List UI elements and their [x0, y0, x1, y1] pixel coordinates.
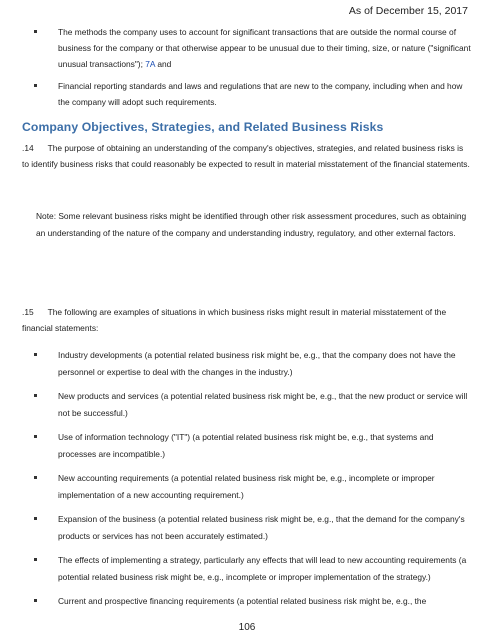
bullet-text: Financial reporting standards and laws and regulations that are new to the company, including when and how the company will adopt such requirements. [58, 81, 463, 107]
bullet-icon [34, 353, 37, 356]
bullet-icon [34, 599, 37, 602]
bullet-text: New accounting requirements (a potential related business risk might be, e.g., incomplete or improper implementation of a new accounting requirement.) [58, 473, 435, 500]
list-item [34, 552, 474, 585]
paragraph-number: .14 [22, 143, 34, 153]
footnote-link[interactable]: 7A [145, 59, 156, 69]
bullet-text: Current and prospective financing requirements (a potential related business risk might be, e.g., the [58, 596, 427, 606]
list-item [34, 470, 474, 503]
paragraph-text: The purpose of obtaining an understanding of the company's objectives, strategies, and related business risks is to identify business risks that could reasonably be expected to result in material misstatement of the financial statements. [22, 143, 470, 169]
paragraph-number: .15 [22, 307, 34, 317]
list-item [34, 24, 474, 72]
list-item [34, 429, 474, 462]
as-of-date: As of December 15, 2017 [348, 5, 468, 17]
bullet-text: Use of information technology ("IT") (a potential related business risk might be, e.g., that systems and processes are incompatible.) [58, 432, 434, 459]
paragraph-14 [22, 141, 472, 172]
paragraph-text: The following are examples of situations in which business risks might result in material misstatement of the financial statements: [22, 307, 447, 333]
bullet-text: The methods the company uses to account for significant transactions that are outside the normal course of business for the company or that otherwise appear to be unusual due to their timing, size, or nature ("significant unusual transactions"); [58, 27, 471, 69]
bullet-icon [34, 84, 37, 87]
bullet-text: Industry developments (a potential related business risk might be, e.g., that the company does not have the personnel or expertise to deal with the changes in the industry.) [58, 350, 456, 377]
bullet-icon [34, 394, 37, 397]
examples-bullet-list [34, 347, 474, 610]
bullet-text: Expansion of the business (a potential related business risk might be, e.g., that the demand for the company's products or services has not been accurately estimated.) [58, 514, 465, 541]
bullet-icon [34, 435, 37, 438]
note-text: Note: Some relevant business risks might be identified through other risk assessment procedures, such as obtaining an understanding of the nature of the company and understanding industry, regulatory, and other external factors. [36, 211, 467, 238]
bullet-icon [34, 30, 37, 33]
bullet-icon [34, 558, 37, 561]
list-item [34, 78, 474, 110]
bullet-icon [34, 476, 37, 479]
list-item [34, 388, 474, 421]
page-number: 106 [238, 622, 256, 633]
section-heading: Company Objectives, Strategies, and Related Business Risks [22, 120, 384, 134]
list-item [34, 511, 474, 544]
bullet-text: New products and services (a potential related business risk might be, e.g., that the new product or service will not be successful.) [58, 391, 468, 418]
top-bullet-list [34, 24, 474, 110]
bullet-text-tail: and [155, 59, 172, 69]
list-item [34, 347, 474, 380]
paragraph-15 [22, 305, 472, 336]
bullet-icon [34, 517, 37, 520]
bullet-text: The effects of implementing a strategy, particularly any effects that will lead to new accounting requirements (a potential related business risk might be, e.g., incomplete or improper implementation of the strategy.) [58, 555, 467, 582]
list-item [34, 593, 474, 610]
